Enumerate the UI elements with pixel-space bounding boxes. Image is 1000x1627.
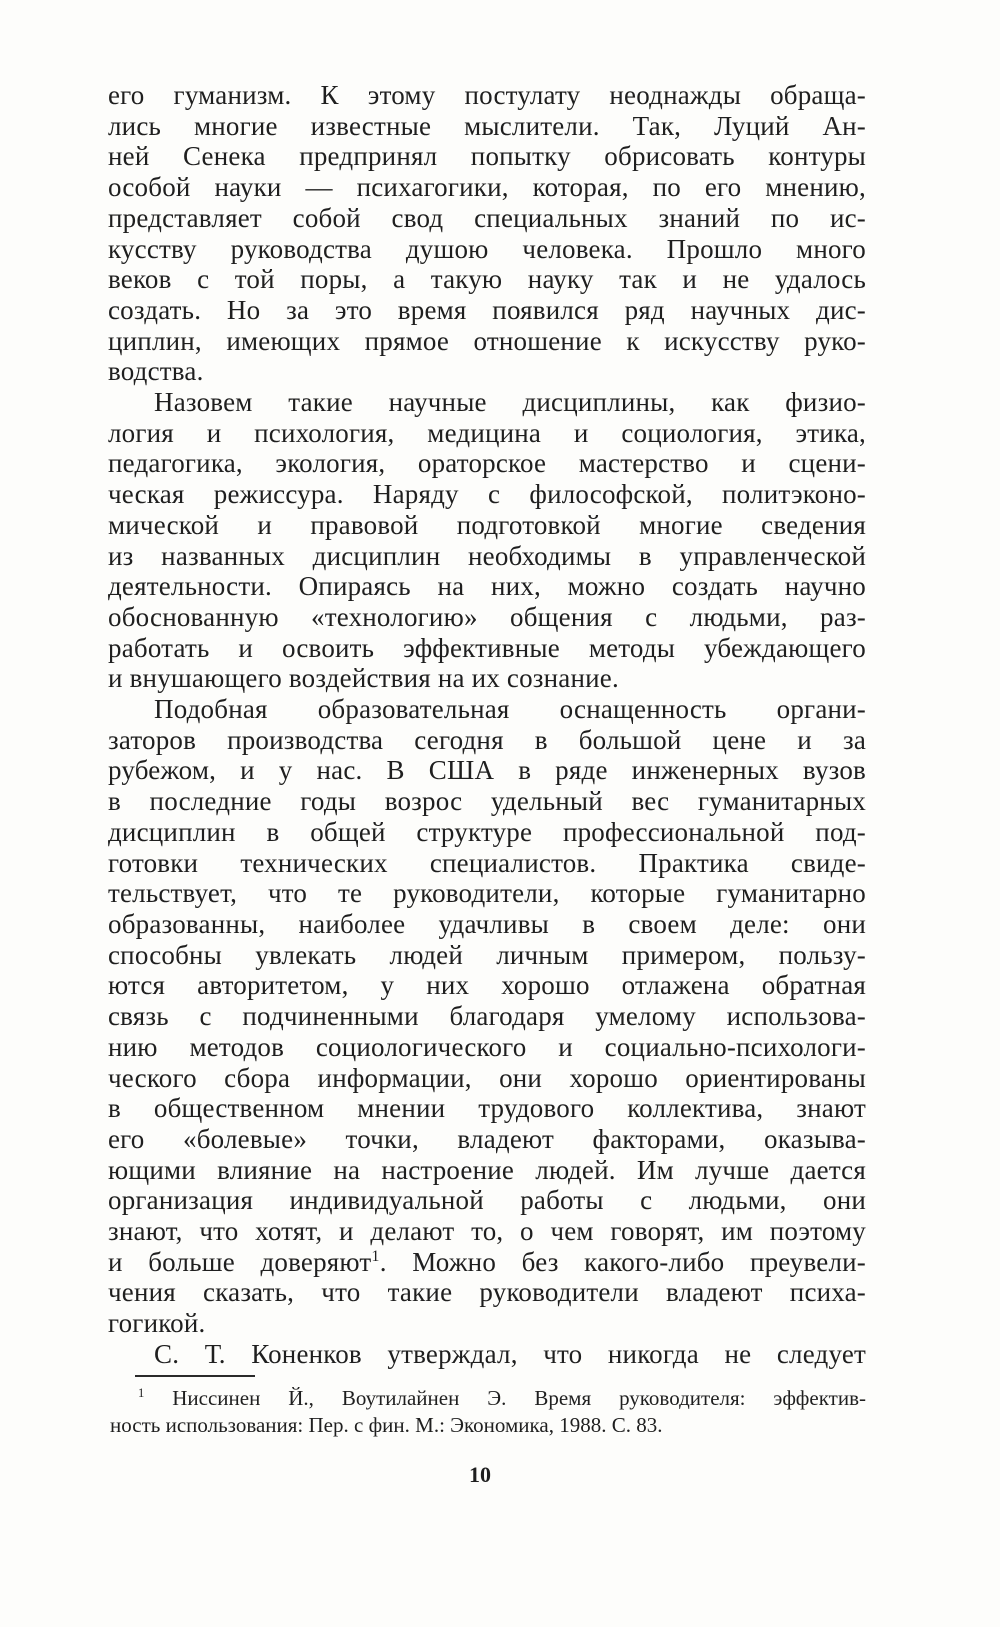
- text-line: нию методов социологического и социально-психологи-: [108, 1031, 866, 1062]
- footnote-line: [110, 1385, 866, 1412]
- text-line: из названных дисциплин необходимы в управленческой: [108, 540, 866, 571]
- text-fragment: . Можно без какого-либо преувели-: [379, 1246, 866, 1277]
- text-line: в общественном мнении трудового коллектива, знают: [108, 1093, 866, 1124]
- paragraph-1: [108, 80, 866, 387]
- text-line: представляет собой свод специальных знаний по ис-: [108, 202, 866, 233]
- text-line: ческого сбора информации, они хорошо ориентированы: [108, 1062, 866, 1093]
- text-line: чения сказать, что такие руководители владеют психа-: [108, 1277, 866, 1308]
- text-line: его гуманизм. К этому постулату неоднажды обраща-: [108, 80, 866, 110]
- text-line: С. Т. Коненков утверждал, что никогда не следует: [154, 1338, 866, 1369]
- text-line: ются авторитетом, у них хорошо отлажена обратная: [108, 970, 866, 1001]
- text-line: и внушающего воздействия на их сознание.: [108, 663, 619, 694]
- text-line: мической и правовой подготовкой многие сведения: [108, 509, 866, 540]
- text-line: гогикой.: [108, 1308, 206, 1339]
- footnote: [110, 1385, 866, 1439]
- text-line: в последние годы возрос удельный вес гуманитарных: [108, 786, 866, 817]
- text-line: тельствует, что те руководители, которые гуманитарно: [108, 878, 866, 909]
- text-line: его «болевые» точки, владеют факторами, оказыва-: [108, 1123, 866, 1154]
- text-line: создать. Но за это время появился ряд научных дис-: [108, 294, 866, 325]
- text-line: Назовем такие научные дисциплины, как физио-: [154, 387, 866, 418]
- text-line: обоснованную «технологию» общения с людьми, раз-: [108, 601, 866, 632]
- text-fragment: и больше доверяют: [108, 1246, 372, 1277]
- paragraph-3: [108, 694, 866, 1339]
- footnote-reference[interactable]: 1: [371, 1246, 380, 1265]
- text-line: знают, что хотят, и делают то, о чем говорят, им поэтому: [108, 1216, 866, 1247]
- text-line: организация индивидуальной работы с людьми, они: [108, 1185, 866, 1216]
- text-line: ческая режиссура. Наряду с философской, политэконо-: [108, 479, 866, 510]
- text-line: особой науки — психагогики, которая, по его мнению,: [108, 172, 866, 203]
- paragraph-4: [108, 1339, 866, 1370]
- footnote-line: ность использования: Пер. с фин. М.: Экономика, 1988. С. 83.: [110, 1413, 663, 1437]
- text-line-with-footnote-ref: [108, 1247, 866, 1278]
- text-line: водства.: [108, 356, 204, 387]
- text-line: циплин, имеющих прямое отношение к искусству руко-: [108, 325, 866, 356]
- text-line: рубежом, и у нас. В США в ряде инженерных вузов: [108, 755, 866, 786]
- text-line: работать и освоить эффективные методы убеждающего: [108, 632, 866, 663]
- text-line: способны увлекать людей личным примером, пользу-: [108, 939, 866, 970]
- text-line: дисциплин в общей структуре профессиональной под-: [108, 816, 866, 847]
- text-line: деятельности. Опираясь на них, можно создать научно: [108, 571, 866, 602]
- text-line: логия и психология, медицина и социология, этика,: [108, 417, 866, 448]
- footnote-marker: 1: [138, 1386, 145, 1400]
- footnote-text: Ниссинен Й., Воутилайнен Э. Время руководителя: эффектив-: [144, 1386, 866, 1410]
- text-line: веков с той поры, а такую науку так и не удалось: [108, 264, 866, 295]
- text-line: ней Сенека предпринял попытку обрисовать контуры: [108, 141, 866, 172]
- text-line: готовки технических специалистов. Практика свиде-: [108, 847, 866, 878]
- paragraph-2: [108, 387, 866, 694]
- text-line: кусству руководства душою человека. Прошло много: [108, 233, 866, 264]
- body-text: [108, 80, 866, 1370]
- text-line: заторов производства сегодня в большой цене и за: [108, 724, 866, 755]
- page-number: 10: [469, 1462, 491, 1487]
- text-line: ющими влияние на настроение людей. Им лучше дается: [108, 1154, 866, 1185]
- text-line: образованны, наиболее удачливы в своем деле: они: [108, 908, 866, 939]
- text-line: связь с подчиненными благодаря умелому использова-: [108, 1001, 866, 1032]
- text-line: лись многие известные мыслители. Так, Луций Ан-: [108, 110, 866, 141]
- footnote-divider: [135, 1375, 255, 1377]
- text-line: Подобная образовательная оснащенность органи-: [154, 694, 866, 725]
- text-line: педагогика, экология, ораторское мастерство и сцени-: [108, 448, 866, 479]
